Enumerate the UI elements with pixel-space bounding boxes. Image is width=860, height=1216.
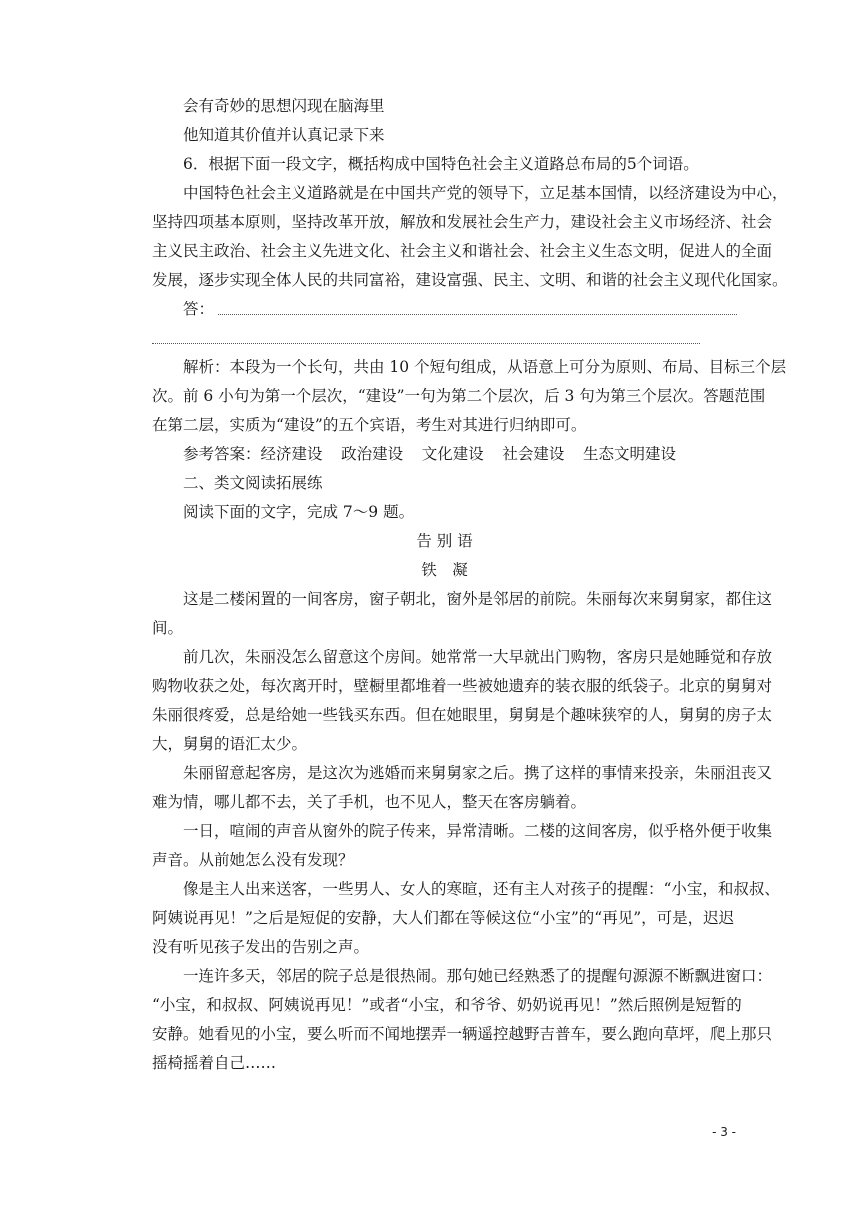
story-line: 大，舅舅的语汇太少。 [152,735,308,753]
answer-label: 答： [183,300,215,318]
answer-blank [152,343,700,344]
poem-line: 他知道其价值并认真记录下来 [183,126,385,144]
poem-line: 会有奇妙的思想闪现在脑海里 [183,97,385,115]
story-line: 前几次，朱丽没怎么留意这个房间。她常常一大早就出门购物，客房只是她睡觉和存放 [183,648,773,666]
story-line: 没有听见孩子发出的告别之声。 [152,938,370,956]
story-paragraph [152,759,773,817]
reference-item: 政治建设 [341,445,404,463]
analysis-line: 在第二层，实质为“建设”的五个宾语，考生对其进行归纳即可。 [152,416,587,434]
question-6-prompt: 6．根据下面一段文字，概括构成中国特色社会主义道路总布局的5个词语。 [183,155,699,173]
analysis-line: 解析：本段为一个长句，共由 10 个短句组成，从语意上可分为原则、布局、目标三个层 [183,358,787,376]
passage-line: 坚持四项基本原则，坚持改革开放，解放和发展社会生产力，建设社会主义市场经济、社会 [152,213,773,231]
story-line: 阿姨说再见！”之后是短促的安静，大人们都在等候这位“小宝”的“再见”，可是，迟迟 [152,909,735,927]
story-paragraph [152,643,773,759]
section-heading: 二、类文阅读拓展练 [183,474,323,492]
document-page [152,92,788,1078]
passage-line: 中国特色社会主义道路就是在中国共产党的领导下，立足基本国情，以经济建设为中心， [183,184,788,202]
story-author: 铁 凝 [421,561,468,579]
story-line: 这是二楼闲置的一间客房，窗子朝北，窗外是邻居的前院。朱丽每次来舅舅家，都住这 [183,590,773,608]
story-line: 朱丽很疼爱，总是给她一些钱买东西。但在她眼里，舅舅是个趣味狭窄的人，舅舅的房子太 [152,706,773,724]
reference-label: 参考答案： [183,445,261,463]
reference-item: 文化建设 [421,445,484,463]
story-paragraph [152,585,773,643]
passage-line: 发展，逐步实现全体人民的共同富裕，建设富强、民主、文明、和谐的社会主义现代化国家。 [152,271,788,289]
story-line: 间。 [152,619,184,637]
story-line: 购物收获之处，每次离开时，壁橱里都堆着一些被她遗弃的装衣服的纸袋子。北京的舅舅对 [152,677,773,695]
reference-item: 生态文明建设 [582,445,676,463]
story-line: 难为情，哪儿都不去，关了手机，也不见人，整天在客房躺着。 [152,793,587,811]
story-paragraph [152,875,780,962]
reference-item: 经济建设 [260,445,323,463]
answer-line [152,295,737,324]
story-paragraph [152,962,773,1078]
page-number: - 3 - [712,1125,736,1139]
story-line: 朱丽留意起客房，是这次为逃婚而来舅舅家之后。携了这样的事情来投亲，朱丽沮丧又 [183,764,773,782]
answer-line-2 [152,324,737,353]
story-title: 告 别 语 [416,532,473,550]
story-line: 一连许多天，邻居的院子总是很热闹。那句她已经熟悉了的提醒句源源不断飘进窗口： [183,967,773,985]
story-line: 一日，喧闹的声音从窗外的院子传来，异常清晰。二楼的这间客房，似乎格外便于收集 [183,822,773,840]
answer-blank [218,314,737,315]
story-line: “小宝，和叔叔、阿姨说再见！”或者“小宝，和爷爷、奶奶说再见！”然后照例是短暂的 [152,996,742,1014]
story-line: 像是主人出来送客，一些男人、女人的寒暄，还有主人对孩子的提醒：“小宝，和叔叔、 [183,880,780,898]
reference-answer [152,440,737,469]
reference-item: 社会建设 [502,445,565,463]
story-line: 声音。从前她怎么没有发现？ [152,851,354,869]
passage-line: 主义民主政治、社会主义先进文化、社会主义和谐社会、社会主义生态文明，促进人的全面 [152,242,773,260]
question-6-passage [152,179,788,295]
story-line: 安静。她看见的小宝，要么听而不闻地摆弄一辆遥控越野吉普车，要么跑向草坪，爬上那只 [152,1025,773,1043]
story-line: 摇椅摇着自己…… [152,1054,277,1072]
analysis-line: 次。前 6 小句为第一个层次，“建设”一句为第二个层次，后 3 句为第三个层次。答题范围 [152,387,766,405]
story-paragraph [152,817,773,875]
section-instruction: 阅读下面的文字，完成 7～9 题。 [183,503,415,521]
analysis [152,353,787,440]
